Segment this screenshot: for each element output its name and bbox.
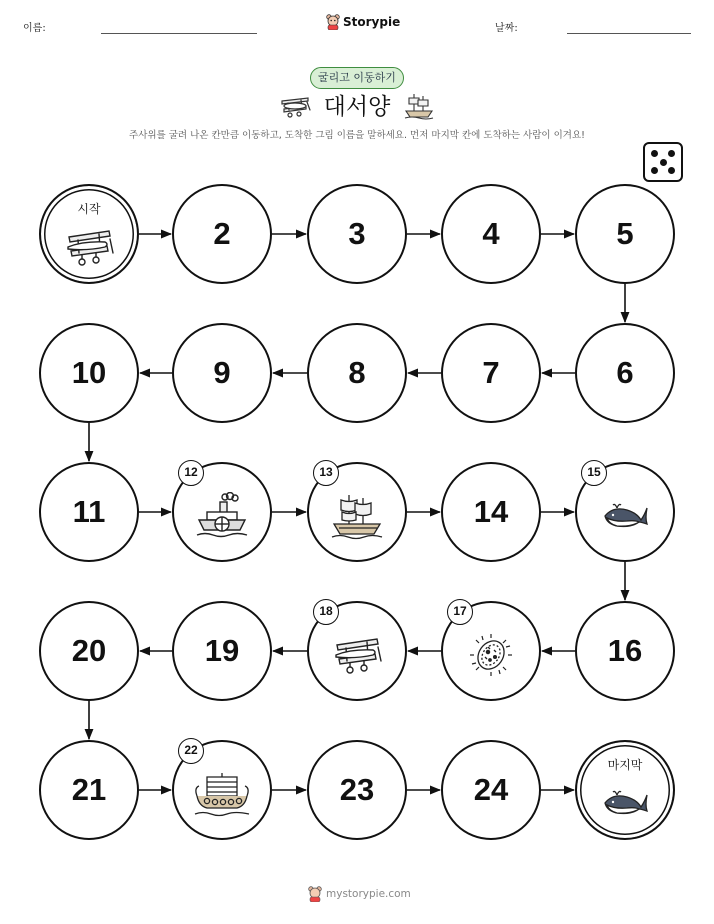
viking-ship-icon (193, 770, 251, 822)
board-space-24[interactable] (441, 740, 541, 840)
space-number: 2 (213, 216, 231, 251)
space-number-badge: 18 (313, 599, 339, 625)
space-number: 23 (339, 772, 375, 807)
steamboat-icon (195, 492, 249, 544)
space-number: 7 (482, 355, 500, 390)
space-number-badge: 13 (313, 460, 339, 486)
biplane-icon (63, 227, 115, 271)
footer (308, 886, 411, 902)
board-space-19[interactable] (172, 601, 272, 701)
board-space-3[interactable] (307, 184, 407, 284)
finish-label: 마지막 (607, 758, 643, 772)
board-space-15[interactable] (575, 462, 675, 562)
galleon-icon (331, 492, 383, 544)
space-number: 9 (213, 355, 231, 390)
space-number-badge: 17 (447, 599, 473, 625)
space-number: 14 (473, 494, 509, 529)
name-label: 이름: (23, 23, 46, 34)
space-number-badge: 12 (178, 460, 204, 486)
space-number: 10 (71, 355, 107, 390)
board-space-7[interactable] (441, 323, 541, 423)
space-number: 11 (72, 494, 106, 529)
biplane-icon (331, 635, 383, 679)
footer-url: mystorypie.com (326, 888, 411, 900)
start-space[interactable] (39, 184, 139, 284)
space-number: 8 (348, 355, 366, 390)
whale-icon (601, 787, 649, 823)
board-space-9[interactable] (172, 323, 272, 423)
space-number: 24 (473, 772, 509, 807)
start-label: 시작 (77, 202, 101, 216)
brand-name: Storypie (343, 15, 401, 29)
space-number: 4 (482, 216, 500, 251)
board-space-8[interactable] (307, 323, 407, 423)
date-label: 날짜: (495, 23, 518, 34)
plankton-icon (468, 632, 514, 682)
board-space-14[interactable] (441, 462, 541, 562)
board-space-21[interactable] (39, 740, 139, 840)
board-space-10[interactable] (39, 323, 139, 423)
game-type-badge: 굴리고 이동하기 (310, 67, 404, 89)
board-space-11[interactable] (39, 462, 139, 562)
board-space-6[interactable] (575, 323, 675, 423)
bear-mascot-icon (308, 886, 322, 902)
page-title: 대서양 (323, 94, 391, 120)
instructions: 주사위를 굴려 나온 칸만큼 이동하고, 도착한 그림 이름을 말하세요. 먼저 마지막 칸에 도착하는 사람이 이겨요! (129, 130, 585, 141)
space-number: 6 (616, 355, 634, 390)
space-number: 19 (204, 633, 240, 668)
board-space-5[interactable] (575, 184, 675, 284)
board-space-12[interactable] (172, 462, 272, 562)
space-number-badge: 22 (178, 738, 204, 764)
board-space-4[interactable] (441, 184, 541, 284)
board-space-2[interactable] (172, 184, 272, 284)
board-space-20[interactable] (39, 601, 139, 701)
space-number: 5 (616, 216, 634, 251)
space-number: 16 (607, 633, 643, 668)
space-number-badge: 15 (581, 460, 607, 486)
board-space-18[interactable] (307, 601, 407, 701)
board-space-16[interactable] (575, 601, 675, 701)
space-number: 21 (71, 772, 107, 807)
finish-space[interactable] (575, 740, 675, 840)
board-space-13[interactable] (307, 462, 407, 562)
board-space-22[interactable] (172, 740, 272, 840)
space-number: 20 (71, 633, 107, 668)
space-number: 3 (348, 216, 366, 251)
board-space-23[interactable] (307, 740, 407, 840)
whale-icon (601, 500, 649, 536)
board-space-17[interactable] (441, 601, 541, 701)
